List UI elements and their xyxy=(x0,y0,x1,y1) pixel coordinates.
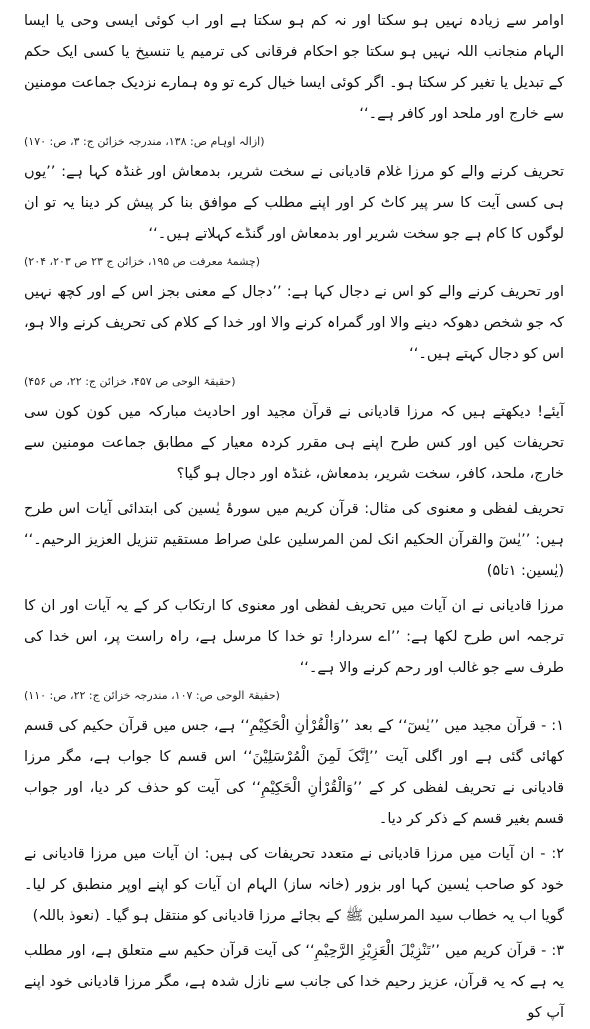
reference-1: (ازالہ اوہام ص: ۱۳۸، مندرجہ خزائن ج: ۳، ص: ۱۷۰) xyxy=(24,135,265,148)
paragraph-2: تحریف کرنے والے کو مرزا غلام قادیانی نے سخت شریر، بدمعاش اور غنڈہ کہا ہے: ’’یوں ہی کسی آیت کا سر پیر کاٹ کر اور اپنے مطلب کے موافق بنا کر پیش کر دینا یہ تو ان لوگوں کا کام ہے جو سخت شریر اور بدمعاش اور گنڈے کہلاتے ہیں۔‘‘ xyxy=(24,164,564,242)
paragraph-8: ۲: - ان آیات میں مرزا قادیانی نے متعدد تحریفات کی ہیں: ان آیات میں مرزا قادیانی نے خود کو صاحب یٰسین کہا اور بزور (خانہ ساز) الہام ان آیات کو اپنے اوپر منطبق کر لیا۔ گویا اب یہ خطاب سید المرسلین ﷺ کے بجائے مرزا قادیانی کو منتقل ہو گیا۔ (نعوذ باللہ) xyxy=(24,846,564,924)
paragraph-6: مرزا قادیانی نے ان آیات میں تحریف لفظی اور معنوی کا ارتکاب کر کے یہ آیات اور ان کا ترجمہ اس طرح لکھا ہے: ’’اے سردار! تو خدا کا مرسل ہے، راہ راست پر، اس خدا کی طرف سے جو غالب اور رحم کرنے والا ہے۔‘‘ xyxy=(24,598,564,676)
reference-3: (حقیقۃ الوحی ص ۴۵۷، خزائن ج: ۲۲، ص ۴۵۶) xyxy=(24,375,236,388)
paragraph-5: تحریف لفظی و معنوی کی مثال: قرآن کریم میں سورۂ یٰسین کی ابتدائی آیات اس طرح ہیں: ’’یٰسٓ والقرآن الحکیم انک لمن المرسلین علیٰ صراط مستقیم تنزیل العزیز الرحیم۔‘‘ (یٰسین: ۱تا۵) xyxy=(24,501,564,579)
paragraph-7: ۱: - قرآن مجید میں ’’یٰسٓ‘‘ کے بعد ’’وَالْقُرْاٰنِ الْحَکِیْمِ‘‘ ہے، جس میں قرآن حکیم کی قسم کھائی گئی ہے اور اگلی آیت ’’اِنَّکَ لَمِنَ الْمُرْسَلِیْنَ‘‘ اس قسم کا جواب ہے، مگر مرزا قادیانی نے تحریف لفظی کر کے ’’وَالْقُرْاٰنِ الْحَکِیْمِ‘‘ کی آیت کو حذف کر دیا، اور جواب قسم بغیر قسم کے ذکر کر دیا۔ xyxy=(24,718,564,827)
paragraph-1: اوامر سے زیادہ نہیں ہو سکتا اور نہ کم ہو سکتا ہے اور اب کوئی ایسی وحی یا ایسا الہام منجانب اللہ نہیں ہو سکتا جو احکام فرقانی کی ترمیم یا تنسیخ یا کسی ایک حکم کے تبدیل یا تغیر کر سکتا ہو۔ اگر کوئی ایسا خیال کرے تو وہ ہمارے نزدیک جماعت مومنین سے خارج اور ملحد اور کافر ہے۔‘‘ xyxy=(24,13,564,122)
paragraph-9: ۳: - قرآن کریم میں ’’تَنْزِیْلَ الْعَزِیْزِ الرَّحِیْمِ‘‘ کی آیت قرآن حکیم سے متعلق ہے، اور مطلب یہ ہے کہ یہ قرآن، عزیز رحیم خدا کی جانب سے نازل شدہ ہے، مگر مرزا قادیانی خود اپنے آپ کو xyxy=(24,943,564,1021)
paragraph-3: اور تحریف کرنے والے کو اس نے دجال کہا ہے: ’’دجال کے معنی بجز اس کے اور کچھ نہیں کہ جو شخص دھوکہ دینے والا اور گمراہ کرنے والا اور خدا کے کلام کی تحریف کرنے والا ہو، اس کو دجال کہتے ہیں۔‘‘ xyxy=(24,284,564,362)
reference-4: (حقیقۃ الوحی ص: ۱۰۷، مندرجہ خزائن ج: ۲۲، ص: ۱۱۰) xyxy=(24,689,280,702)
paragraph-4: آیئے! دیکھتے ہیں کہ مرزا قادیانی نے قرآن مجید اور احادیث مبارکہ میں کون کون سی تحریفات کیں اور کس طرح اپنے ہی مقرر کردہ معیار کے مطابق جماعت مومنین سے خارج، ملحد، کافر، سخت شریر، بدمعاش، غنڈہ اور دجال ہو گیا؟ xyxy=(24,404,564,482)
reference-2: (چشمۂ معرفت ص ۱۹۵، خزائن ج ۲۳ ص ۲۰۳، ۲۰۴) xyxy=(24,255,261,268)
